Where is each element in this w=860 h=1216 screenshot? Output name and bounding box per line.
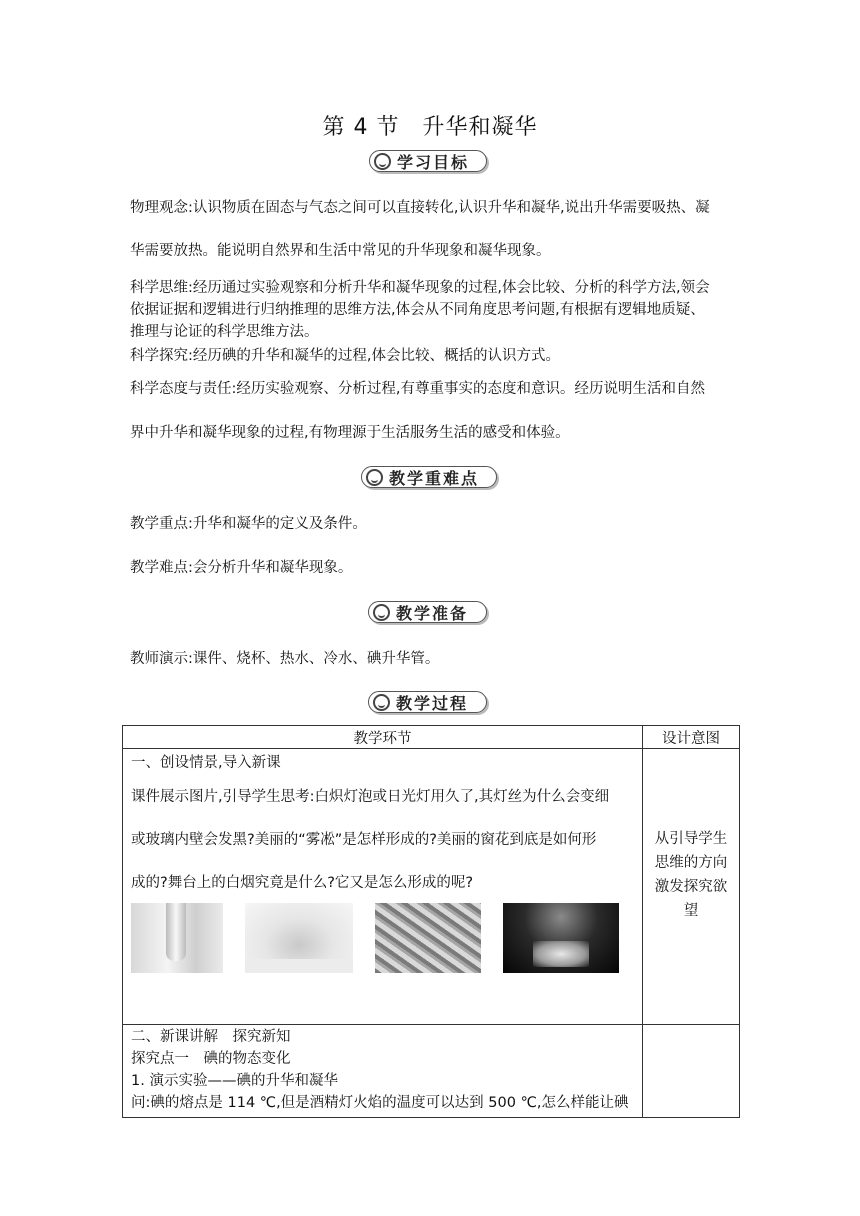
section-badge-label: 教学准备 [396, 603, 469, 623]
row-text: 1. 演示实验——碘的升华和凝华 [131, 1073, 338, 1089]
process-table [122, 725, 740, 1118]
section-badge-label: 教学过程 [396, 693, 469, 713]
stage-smoke-photo [503, 903, 619, 973]
table-header-intent: 设计意图 [643, 726, 740, 749]
intent-cell [643, 1025, 740, 1118]
key-focus: 教学重点:升华和凝华的定义及条件。 [130, 516, 367, 532]
target-icon [373, 604, 390, 621]
prep-text: 教师演示:课件、烧杯、热水、冷水、碘升华管。 [130, 651, 440, 667]
goal-line: 界中升华和凝华现象的过程,有物理源于生活服务生活的感受和体验。 [130, 425, 570, 441]
table-row [123, 749, 643, 1025]
section-badge-keypoints [361, 466, 497, 488]
target-icon [366, 469, 383, 486]
section-badge-label: 教学重难点 [389, 468, 480, 488]
row-text: 探究点一 碘的物态变化 [131, 1051, 291, 1067]
goal-line: 华需要放热。能说明自然界和生活中常见的升华现象和凝华现象。 [130, 243, 551, 259]
window-frost-photo [375, 903, 481, 973]
target-icon [373, 694, 390, 711]
section-badge-process [368, 691, 487, 713]
goal-line: 科学探究:经历碘的升华和凝华的过程,体会比较、概括的认识方式。 [130, 348, 560, 364]
section-badge-label: 学习目标 [397, 152, 470, 172]
goal-line: 推理与论证的科学思维方法。 [130, 324, 319, 340]
table-row [123, 1025, 643, 1118]
page-title: 第 4 节 升华和凝华 [322, 115, 538, 140]
intent-text: 从引导学生 [654, 831, 728, 847]
intent-text: 望 [683, 903, 699, 919]
row-text: 或玻璃内壁会发黑?美丽的“雾凇”是怎样形成的?美丽的窗花到底是如何形 [131, 832, 597, 848]
row-text: 问:碘的熔点是 114 ℃,但是酒精灯火焰的温度可以达到 500 ℃,怎么样能让碘 [131, 1095, 629, 1111]
intent-cell [643, 749, 740, 1025]
goal-line: 依据证据和逻辑进行归纳推理的思维方法,体会从不同角度思考问题,有根据有逻辑地质疑、 [130, 302, 705, 318]
section-badge-goals [369, 150, 487, 172]
lamp-photo [131, 903, 223, 973]
rime-photo [245, 903, 353, 973]
target-icon [374, 153, 391, 170]
row-heading: 一、创设情景,导入新课 [131, 755, 281, 771]
row-text: 课件展示图片,引导学生思考:白炽灯泡或日光灯用久了,其灯丝为什么会变细 [131, 789, 610, 805]
photo-strip [131, 903, 634, 973]
section-badge-prep [368, 601, 487, 623]
goal-line: 科学态度与责任:经历实验观察、分析过程,有尊重事实的态度和意识。经历说明生活和自然 [130, 381, 705, 397]
row-text: 成的?舞台上的白烟究竟是什么?它又是怎么形成的呢? [131, 875, 474, 891]
intent-text: 激发探究欲 [654, 879, 728, 895]
goal-line: 物理观念:认识物质在固态与气态之间可以直接转化,认识升华和凝华,说出升华需要吸热、凝 [130, 200, 710, 216]
row-heading: 二、新课讲解 探究新知 [131, 1029, 291, 1045]
intent-text: 思维的方向 [654, 855, 728, 871]
key-difficulty: 教学难点:会分析升华和凝华现象。 [130, 560, 353, 576]
goal-line: 科学思维:经历通过实验观察和分析升华和凝华现象的过程,体会比较、分析的科学方法,领会 [130, 280, 710, 296]
table-header-stage: 教学环节 [123, 726, 643, 749]
